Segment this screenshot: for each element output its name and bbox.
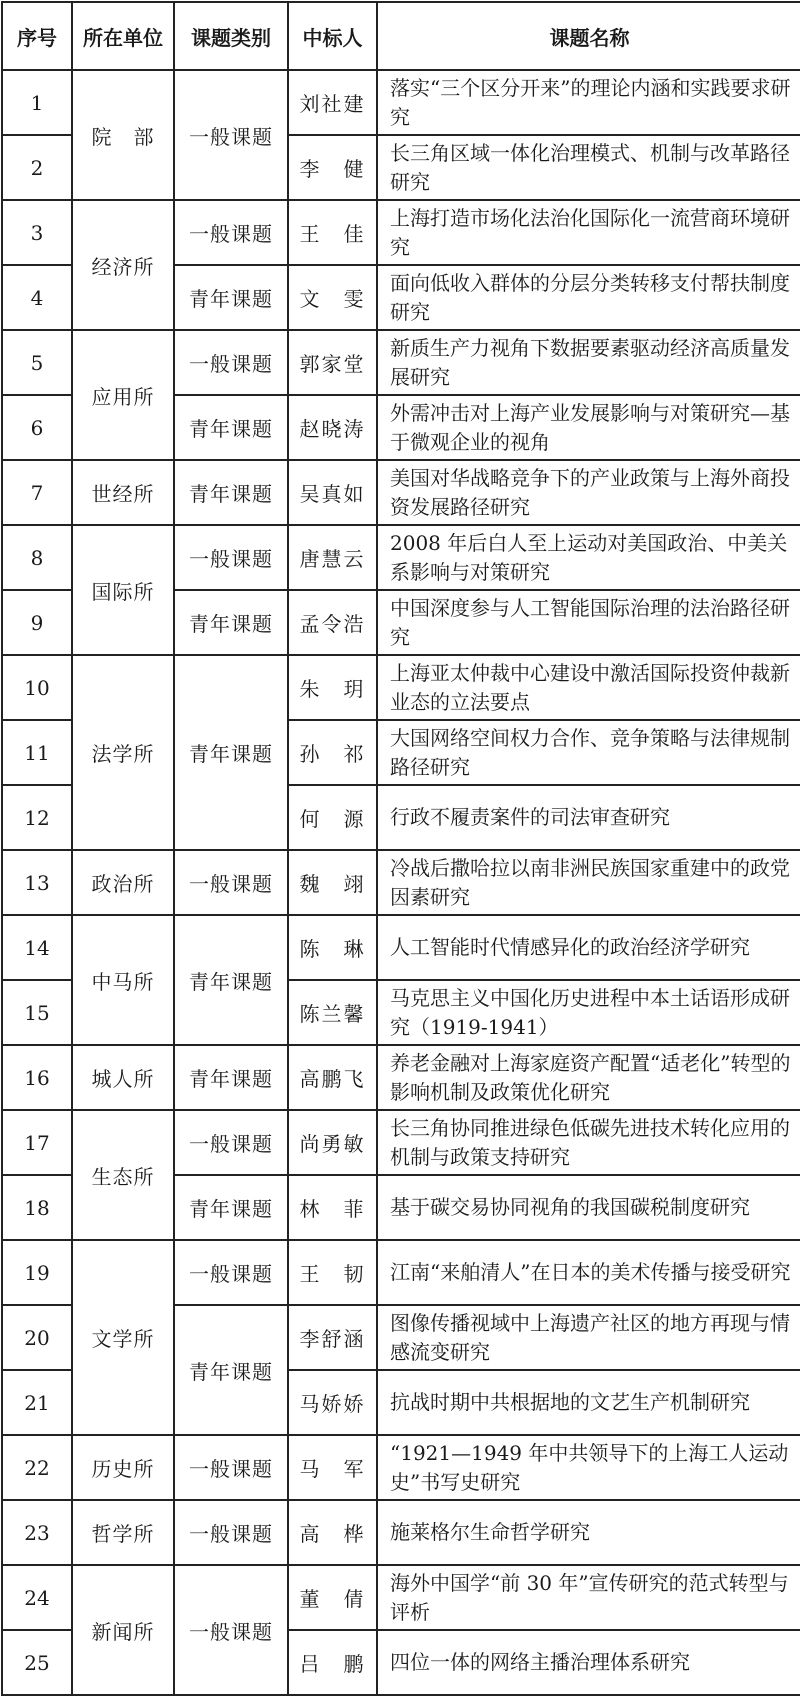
row-number: 7 — [2, 460, 72, 525]
unit-cell: 应用所 — [72, 330, 174, 460]
table-wrapper — [1, 1, 800, 1696]
winner-cell: 赵晓涛 — [288, 395, 377, 460]
table-row — [2, 1240, 800, 1305]
project-table — [1, 1, 800, 1696]
title-cell: 海外中国学“前 30 年”宣传研究的范式转型与评析 — [377, 1565, 800, 1630]
winner-cell: 王 佳 — [288, 200, 377, 265]
title-cell: 长三角协同推进绿色低碳先进技术转化应用的机制与政策支持研究 — [377, 1110, 800, 1175]
table-row — [2, 200, 800, 265]
category-cell: 青年课题 — [174, 655, 288, 850]
row-number: 13 — [2, 850, 72, 915]
title-cell: 面向低收入群体的分层分类转移支付帮扶制度研究 — [377, 265, 800, 330]
category-cell: 青年课题 — [174, 1305, 288, 1435]
unit-cell: 新闻所 — [72, 1565, 174, 1695]
category-cell: 一般课题 — [174, 1565, 288, 1695]
category-cell: 青年课题 — [174, 1175, 288, 1240]
category-cell: 一般课题 — [174, 1110, 288, 1175]
winner-cell: 孟令浩 — [288, 590, 377, 655]
title-cell: 新质生产力视角下数据要素驱动经济高质量发展研究 — [377, 330, 800, 395]
title-cell: 落实“三个区分开来”的理论内涵和实践要求研究 — [377, 70, 800, 135]
winner-cell: 陈 琳 — [288, 915, 377, 980]
row-number: 3 — [2, 200, 72, 265]
header-no: 序号 — [2, 2, 72, 70]
row-number: 6 — [2, 395, 72, 460]
unit-cell: 生态所 — [72, 1110, 174, 1240]
title-cell: 外需冲击对上海产业发展影响与对策研究—基于微观企业的视角 — [377, 395, 800, 460]
winner-cell: 何 源 — [288, 785, 377, 850]
title-cell: 抗战时期中共根据地的文艺生产机制研究 — [377, 1370, 800, 1435]
category-cell: 一般课题 — [174, 525, 288, 590]
title-cell: 四位一体的网络主播治理体系研究 — [377, 1630, 800, 1695]
winner-cell: 马 军 — [288, 1435, 377, 1500]
row-number: 11 — [2, 720, 72, 785]
row-number: 4 — [2, 265, 72, 330]
unit-cell: 文学所 — [72, 1240, 174, 1435]
category-cell: 青年课题 — [174, 1045, 288, 1110]
title-cell: 图像传播视域中上海遗产社区的地方再现与情感流变研究 — [377, 1305, 800, 1370]
row-number: 19 — [2, 1240, 72, 1305]
row-number: 17 — [2, 1110, 72, 1175]
unit-cell: 院 部 — [72, 70, 174, 200]
winner-cell: 高 桦 — [288, 1500, 377, 1565]
title-cell: 中国深度参与人工智能国际治理的法治路径研究 — [377, 590, 800, 655]
unit-cell: 历史所 — [72, 1435, 174, 1500]
unit-cell: 中马所 — [72, 915, 174, 1045]
title-cell: 基于碳交易协同视角的我国碳税制度研究 — [377, 1175, 800, 1240]
category-cell: 青年课题 — [174, 395, 288, 460]
winner-cell: 尚勇敏 — [288, 1110, 377, 1175]
title-cell: 上海亚太仲裁中心建设中激活国际投资仲裁新业态的立法要点 — [377, 655, 800, 720]
table-row — [2, 460, 800, 525]
row-number: 8 — [2, 525, 72, 590]
unit-cell: 国际所 — [72, 525, 174, 655]
winner-cell: 吕 鹏 — [288, 1630, 377, 1695]
row-number: 10 — [2, 655, 72, 720]
row-number: 9 — [2, 590, 72, 655]
winner-cell: 陈兰馨 — [288, 980, 377, 1045]
category-cell: 青年课题 — [174, 460, 288, 525]
winner-cell: 唐慧云 — [288, 525, 377, 590]
unit-cell: 城人所 — [72, 1045, 174, 1110]
row-number: 24 — [2, 1565, 72, 1630]
category-cell: 一般课题 — [174, 1435, 288, 1500]
title-cell: 马克思主义中国化历史进程中本土话语形成研究（1919-1941） — [377, 980, 800, 1045]
row-number: 22 — [2, 1435, 72, 1500]
header-winner: 中标人 — [288, 2, 377, 70]
title-cell: 施莱格尔生命哲学研究 — [377, 1500, 800, 1565]
header-category: 课题类别 — [174, 2, 288, 70]
category-cell: 一般课题 — [174, 330, 288, 395]
category-cell: 青年课题 — [174, 915, 288, 1045]
winner-cell: 高鹏飞 — [288, 1045, 377, 1110]
unit-cell: 哲学所 — [72, 1500, 174, 1565]
table-row — [2, 1045, 800, 1110]
category-cell: 一般课题 — [174, 200, 288, 265]
title-cell: 2008 年后白人至上运动对美国政治、中美关系影响与对策研究 — [377, 525, 800, 590]
category-cell: 一般课题 — [174, 1500, 288, 1565]
table-row — [2, 1110, 800, 1175]
winner-cell: 李舒涵 — [288, 1305, 377, 1370]
title-cell: 大国网络空间权力合作、竞争策略与法律规制路径研究 — [377, 720, 800, 785]
title-cell: 人工智能时代情感异化的政治经济学研究 — [377, 915, 800, 980]
category-cell: 一般课题 — [174, 850, 288, 915]
row-number: 21 — [2, 1370, 72, 1435]
row-number: 12 — [2, 785, 72, 850]
title-cell: 冷战后撒哈拉以南非洲民族国家重建中的政党因素研究 — [377, 850, 800, 915]
table-row — [2, 1500, 800, 1565]
category-cell: 一般课题 — [174, 1240, 288, 1305]
winner-cell: 刘社建 — [288, 70, 377, 135]
table-body — [2, 70, 800, 1695]
row-number: 1 — [2, 70, 72, 135]
category-cell: 青年课题 — [174, 265, 288, 330]
header-unit: 所在单位 — [72, 2, 174, 70]
unit-cell: 法学所 — [72, 655, 174, 850]
winner-cell: 董 倩 — [288, 1565, 377, 1630]
winner-cell: 郭家堂 — [288, 330, 377, 395]
title-cell: 江南“来舶清人”在日本的美术传播与接受研究 — [377, 1240, 800, 1305]
unit-cell: 政治所 — [72, 850, 174, 915]
table-row — [2, 525, 800, 590]
table-row — [2, 850, 800, 915]
winner-cell: 孙 祁 — [288, 720, 377, 785]
row-number: 18 — [2, 1175, 72, 1240]
title-cell: 行政不履责案件的司法审查研究 — [377, 785, 800, 850]
title-cell: 上海打造市场化法治化国际化一流营商环境研究 — [377, 200, 800, 265]
table-row — [2, 915, 800, 980]
title-cell: 美国对华战略竞争下的产业政策与上海外商投资发展路径研究 — [377, 460, 800, 525]
row-number: 2 — [2, 135, 72, 200]
category-cell: 一般课题 — [174, 70, 288, 200]
winner-cell: 魏 翊 — [288, 850, 377, 915]
category-cell: 青年课题 — [174, 590, 288, 655]
title-cell: 养老金融对上海家庭资产配置“适老化”转型的影响机制及政策优化研究 — [377, 1045, 800, 1110]
header-row — [2, 2, 800, 70]
header-title: 课题名称 — [377, 2, 800, 70]
row-number: 25 — [2, 1630, 72, 1695]
unit-cell: 经济所 — [72, 200, 174, 330]
winner-cell: 王 韧 — [288, 1240, 377, 1305]
winner-cell: 吴真如 — [288, 460, 377, 525]
row-number: 20 — [2, 1305, 72, 1370]
title-cell: 长三角区域一体化治理模式、机制与改革路径研究 — [377, 135, 800, 200]
row-number: 5 — [2, 330, 72, 395]
table-row — [2, 330, 800, 395]
winner-cell: 林 菲 — [288, 1175, 377, 1240]
winner-cell: 朱 玥 — [288, 655, 377, 720]
row-number: 15 — [2, 980, 72, 1045]
winner-cell: 马娇娇 — [288, 1370, 377, 1435]
table-row — [2, 655, 800, 720]
table-row — [2, 70, 800, 135]
row-number: 23 — [2, 1500, 72, 1565]
winner-cell: 李 健 — [288, 135, 377, 200]
row-number: 14 — [2, 915, 72, 980]
table-row — [2, 1565, 800, 1630]
row-number: 16 — [2, 1045, 72, 1110]
unit-cell: 世经所 — [72, 460, 174, 525]
table-row — [2, 1435, 800, 1500]
winner-cell: 文 雯 — [288, 265, 377, 330]
title-cell: “1921—1949 年中共领导下的上海工人运动史”书写史研究 — [377, 1435, 800, 1500]
